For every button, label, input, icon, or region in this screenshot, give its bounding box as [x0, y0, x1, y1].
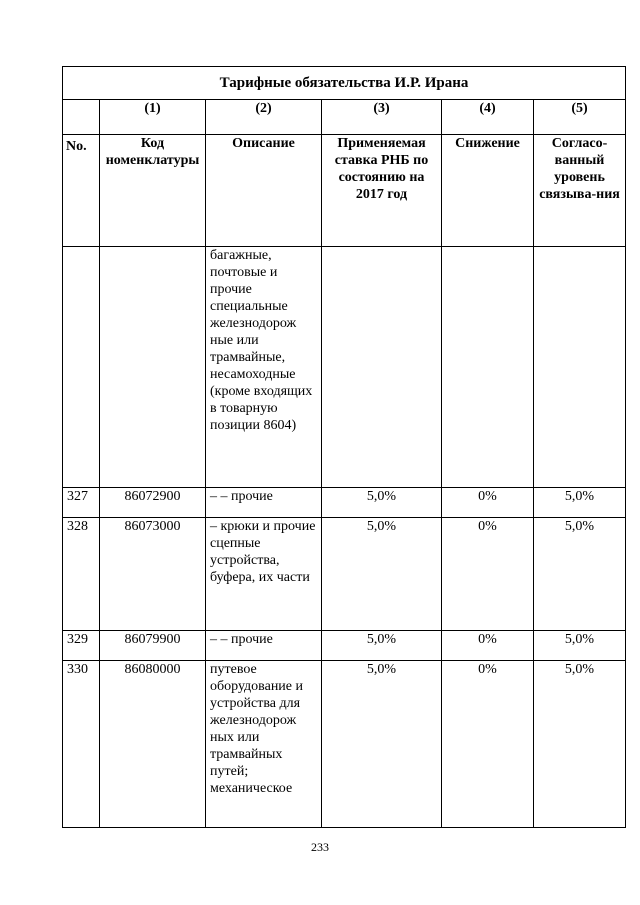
col-number-5: (5)	[534, 100, 626, 135]
table-row	[63, 488, 626, 518]
cell-no: 329	[63, 631, 100, 661]
header-applied-rate: Применяемая ставка РНБ по состоянию на 2017 год	[322, 135, 442, 247]
cell-reduction-empty	[442, 247, 534, 488]
cell-bound: 5,0%	[534, 661, 626, 828]
cell-reduction: 0%	[442, 488, 534, 518]
cell-code: 86079900	[100, 631, 206, 661]
header-code: Код номенклатуры	[100, 135, 206, 247]
cell-description: – – прочие	[206, 488, 322, 518]
col-number-blank	[63, 100, 100, 135]
cell-reduction: 0%	[442, 631, 534, 661]
cell-description: путевое оборудование и устройства для железнодорож ных или трамвайных путей; механическое	[206, 661, 322, 828]
page-number: 233	[311, 840, 329, 854]
cell-bound: 5,0%	[534, 631, 626, 661]
table-row-continuation	[63, 247, 626, 488]
cell-bound-empty	[534, 247, 626, 488]
cell-code-empty	[100, 247, 206, 488]
cell-rate: 5,0%	[322, 661, 442, 828]
cell-reduction: 0%	[442, 661, 534, 828]
cell-description: – – прочие	[206, 631, 322, 661]
title-row	[63, 67, 626, 100]
cell-rate: 5,0%	[322, 488, 442, 518]
cell-code: 86072900	[100, 488, 206, 518]
cell-code: 86073000	[100, 518, 206, 631]
table-row	[63, 631, 626, 661]
header-description: Описание	[206, 135, 322, 247]
cell-no: 328	[63, 518, 100, 631]
cell-bound: 5,0%	[534, 518, 626, 631]
cell-rate: 5,0%	[322, 518, 442, 631]
header-bound-level: Согласо-ванный уровень связыва-ния	[534, 135, 626, 247]
cell-no-empty	[63, 247, 100, 488]
cell-no: 330	[63, 661, 100, 828]
cell-bound: 5,0%	[534, 488, 626, 518]
tariff-table	[62, 66, 626, 828]
table-title: Тарифные обязательства И.Р. Ирана	[63, 67, 626, 100]
cell-description: – крюки и прочие сцепные устройства, буфера, их части	[206, 518, 322, 631]
cell-description: багажные, почтовые и прочие специальные железнодорож ные или трамвайные, несамоходные (кроме входящих в товарную позиции 8604)	[206, 247, 322, 488]
cell-rate-empty	[322, 247, 442, 488]
col-number-3: (3)	[322, 100, 442, 135]
col-number-2: (2)	[206, 100, 322, 135]
header-no: No.	[63, 135, 100, 247]
cell-code: 86080000	[100, 661, 206, 828]
cell-rate: 5,0%	[322, 631, 442, 661]
cell-reduction: 0%	[442, 518, 534, 631]
header-reduction: Снижение	[442, 135, 534, 247]
header-row	[63, 135, 626, 247]
table-row	[63, 518, 626, 631]
table-row	[63, 661, 626, 828]
cell-no: 327	[63, 488, 100, 518]
col-number-4: (4)	[442, 100, 534, 135]
column-number-row	[63, 100, 626, 135]
col-number-1: (1)	[100, 100, 206, 135]
